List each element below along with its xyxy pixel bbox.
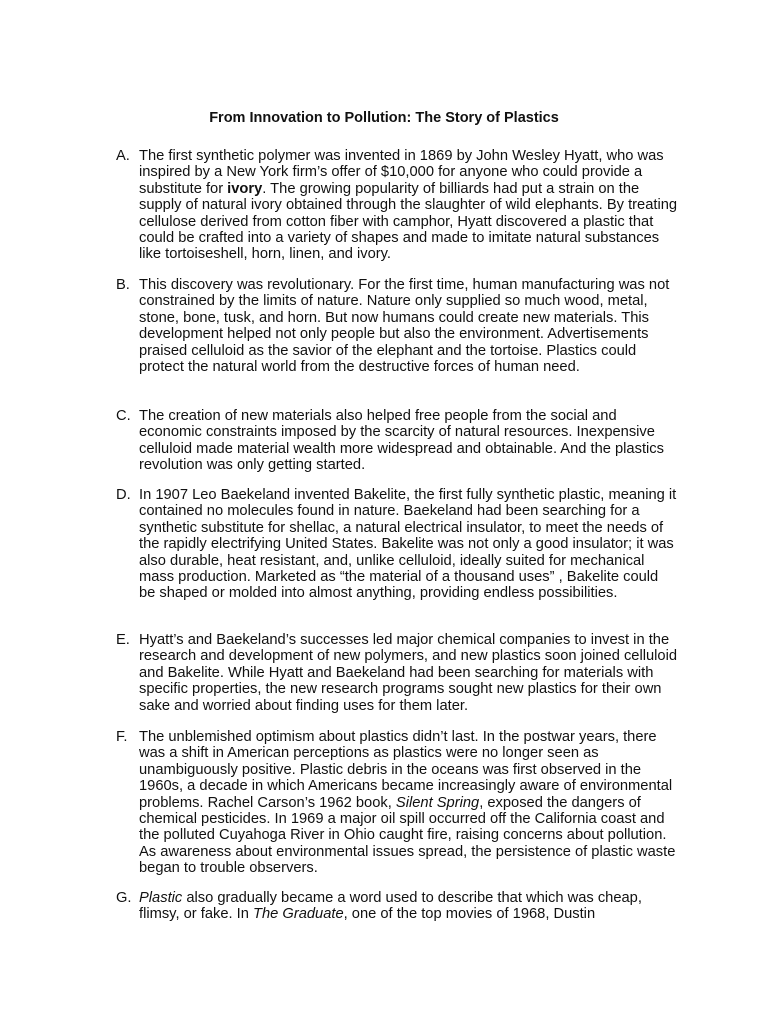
- text-run: . The growing popularity of billiards had put a strain on the supply of natural ivory obtained through the slaughter of wild elephants. By treating cellulose derived from cotton fiber with camphor, Hyatt discovered a plastic that could be crafted into a variety of shapes and made to imitate natural substances like tortoiseshell, horn, linen, and ivory.: [139, 180, 678, 263]
- paragraph-text: [139, 277, 678, 375]
- text-run: also gradually became a word used to describe that which was cheap, flimsy, or fake. In: [139, 890, 642, 923]
- text-run: The unblemished optimism about plastics didn’t last. In the postwar years, there was a shift in American perceptions as plastics were no longer seen as unambiguously positive. Plastic debris in the oceans was first observed in the 1960s, a decade in which Americans became increasingly aware of environmental problems. Rachel Carson’s 1962 book,: [139, 729, 673, 811]
- paragraph-marker: D.: [116, 487, 131, 503]
- emphasis-bold: ivory: [227, 180, 263, 197]
- paragraph-text: [139, 632, 678, 714]
- paragraph-text: [139, 729, 678, 877]
- paragraph-a: [116, 148, 678, 263]
- paragraph-e: [116, 632, 678, 714]
- paragraph-d: [116, 487, 678, 602]
- text-run: , one of the top movies of 1968, Dustin: [343, 906, 596, 923]
- paragraph-c: [116, 408, 678, 474]
- text-run: In 1907 Leo Baekeland invented Bakelite, the first fully synthetic plastic, meaning it contained no molecules found in nature. Baekeland had been searching for a synthetic substitute for shellac, a natural electrical insulator, to meet the needs of the rapidly electrifying United States. Bakelite was not only a good insulator; it was also durable, heat resistant, and, unlike celluloid, ideally suited for mechanical mass production. Marketed as “the material of a thousand uses” , Bakelite could be shaped or molded into almost anything, providing endless possibilities.: [139, 487, 677, 602]
- emphasis-italic: Silent Spring: [395, 794, 480, 811]
- paragraph-marker: G.: [116, 890, 132, 906]
- text-run: This discovery was revolutionary. For the first time, human manufacturing was not constrained by the limits of nature. Nature only supplied so much wood, metal, stone, bone, tusk, and horn. But now humans could create new materials. This development helped not only people but also the environment. Advertisements praised celluloid as the savior of the elephant and the tortoise. Plastics could protect the natural world from the destructive forces of human need.: [139, 277, 670, 376]
- paragraph-marker: A.: [116, 148, 130, 164]
- emphasis-italic: The Graduate: [253, 906, 344, 923]
- paragraph-f: [116, 729, 678, 877]
- text-run: The first synthetic polymer was invented in 1869 by John Wesley Hyatt, who was inspired by a New York firm’s offer of $10,000 for anyone who could provide a substitute for: [139, 148, 664, 197]
- paragraph-marker: E.: [116, 632, 130, 648]
- paragraph-b: [116, 277, 678, 375]
- document-title: From Innovation to Pollution: The Story of Plastics: [209, 110, 559, 126]
- paragraph-marker: B.: [116, 277, 130, 293]
- paragraph-marker: F.: [116, 729, 128, 745]
- paragraph-text: [139, 408, 678, 474]
- emphasis-italic: Plastic: [139, 890, 183, 906]
- text-run: The creation of new materials also helped free people from the social and economic constraints imposed by the scarcity of natural resources. Inexpensive celluloid made material wealth more widespread and obtainable. And the plastics revolution was only getting started.: [139, 408, 664, 474]
- paragraph-text: [139, 148, 678, 263]
- paragraph-g: [116, 890, 678, 923]
- text-run: , exposed the dangers of chemical pesticides. In 1969 a major oil spill occurred off the California coast and the polluted Cuyahoga River in Ohio caught fire, raising concerns about pollution. As awareness about environmental issues spread, the persistence of plastic waste began to trouble observers.: [139, 794, 676, 877]
- text-run: Hyatt’s and Baekeland’s successes led major chemical companies to invest in the research and development of new polymers, and new plastics soon joined celluloid and Bakelite. While Hyatt and Baekeland had been searching for materials with specific properties, the new research programs sought new plastics for their own sake and worried about finding uses for them later.: [139, 632, 678, 714]
- paragraph-text: [139, 890, 678, 923]
- paragraph-marker: C.: [116, 408, 131, 424]
- paragraph-text: [139, 487, 678, 602]
